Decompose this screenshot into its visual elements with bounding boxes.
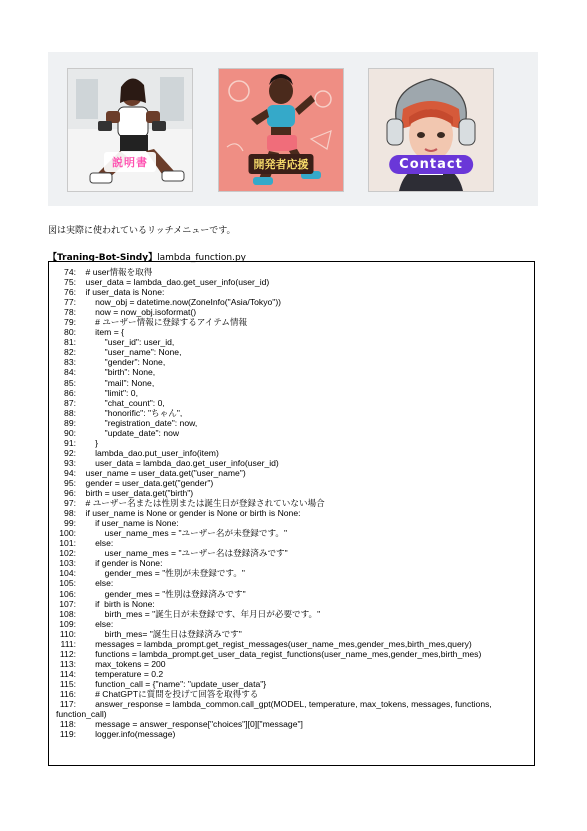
code-line <box>56 297 532 307</box>
code-line <box>56 599 532 609</box>
line-number: 115: <box>59 678 76 689</box>
code-text: else: <box>76 538 114 549</box>
code-line <box>56 277 532 287</box>
code-line <box>56 709 532 719</box>
code-text: now = now_obj.isoformat() <box>76 307 197 318</box>
line-number: 99: <box>64 518 76 529</box>
code-line <box>56 649 532 659</box>
code-line <box>56 418 532 428</box>
line-number: 118: <box>59 719 76 730</box>
line-number: 82: <box>64 347 76 358</box>
line-number: 86: <box>64 387 76 398</box>
code-text: user_name = user_data.get("user_name") <box>76 467 246 478</box>
code-text: "limit": 0, <box>76 387 138 398</box>
code-line <box>56 367 532 377</box>
code-line <box>56 639 532 649</box>
code-line <box>56 659 532 669</box>
code-line <box>56 327 532 337</box>
line-number: 90: <box>64 427 76 438</box>
code-text: item = { <box>76 327 124 338</box>
code-listing-box <box>48 261 535 766</box>
code-text: message = answer_response["choices"][0]["message"] <box>76 719 303 730</box>
code-text: function_call = {"name": "update_user_data"} <box>76 678 267 689</box>
code-text: gender = user_data.get("gender") <box>76 477 214 488</box>
code-text: else: <box>76 618 114 629</box>
line-number: 101: <box>59 538 76 549</box>
tile-label-manual: 説明書 <box>104 152 156 172</box>
code-line <box>56 468 532 478</box>
code-text: "mail": None, <box>76 377 155 388</box>
code-text: user_name_mes = "ユーザー名が未登録です。" <box>76 528 287 539</box>
code-text: } <box>76 437 98 448</box>
line-number: 117: <box>59 699 76 710</box>
line-number: 83: <box>64 357 76 368</box>
line-number: 100: <box>59 528 76 539</box>
line-number: 75: <box>64 277 76 288</box>
code-text: # ChatGPTに質問を投げて回答を取得する <box>76 688 259 699</box>
code-text: birth_mes = "誕生日が未登録です、年月日が必要です。" <box>76 608 321 619</box>
code-text: else: <box>76 578 114 589</box>
line-number: 92: <box>64 447 76 458</box>
line-number: 89: <box>64 417 76 428</box>
code-text: user_data = lambda_dao.get_user_info(user_id) <box>76 277 270 288</box>
code-text: if user_name is None or gender is None or birth is None: <box>76 508 301 519</box>
code-text: if user_data is None: <box>76 287 165 298</box>
code-line <box>56 478 532 488</box>
code-text: temperature = 0.2 <box>76 668 164 679</box>
code-line <box>56 548 532 558</box>
line-number: 84: <box>64 367 76 378</box>
code-text: user_name_mes = "ユーザー名は登録済みです" <box>76 548 288 559</box>
code-text: "gender": None, <box>76 357 166 368</box>
code-line <box>56 538 532 548</box>
code-text: logger.info(message) <box>76 729 176 740</box>
code-line <box>56 458 532 468</box>
code-line <box>56 528 532 538</box>
code-line <box>56 508 532 518</box>
line-number: 93: <box>64 457 76 468</box>
code-text: function_call) <box>56 709 107 720</box>
line-number: 78: <box>64 307 76 318</box>
code-text: now_obj = datetime.now(ZoneInfo("Asia/Tokyo")) <box>76 297 282 308</box>
line-number: 107: <box>59 598 76 609</box>
code-text: lambda_dao.put_user_info(item) <box>76 447 219 458</box>
line-number: 106: <box>59 588 76 599</box>
rich-menu-tile-manual <box>67 68 193 192</box>
code-line <box>56 699 532 709</box>
code-line <box>56 398 532 408</box>
line-number: 94: <box>64 467 76 478</box>
line-number: 96: <box>64 488 76 499</box>
project-name: 【Traning-Bot-Sindy】 <box>48 253 158 263</box>
line-number: 87: <box>64 397 76 408</box>
code-text: gender_mes = "性別が未登録です。" <box>76 568 245 579</box>
line-number: 98: <box>64 508 76 519</box>
code-text: # ユーザー名または性別または誕生日が登録されていない場合 <box>76 498 325 509</box>
line-number: 80: <box>64 327 76 338</box>
code-line <box>56 388 532 398</box>
tile-label-contact: Contact <box>389 155 473 174</box>
code-line <box>56 317 532 327</box>
code-line <box>56 498 532 508</box>
code-line <box>56 609 532 619</box>
code-text: user_data = lambda_dao.get_user_info(user_id) <box>76 457 279 468</box>
code-text: "update_date": now <box>76 427 180 438</box>
code-text: max_tokens = 200 <box>76 658 166 669</box>
code-text: answer_response = lambda_common.call_gpt(MODEL, temperature, max_tokens, messages, functions, <box>76 699 492 710</box>
code-line <box>56 357 532 367</box>
code-text: if birth is None: <box>76 598 155 609</box>
code-line <box>56 629 532 639</box>
line-number: 88: <box>64 407 76 418</box>
code-text: "registration_date": now, <box>76 417 198 428</box>
code-text: # user情報を取得 <box>76 267 153 277</box>
code-listing <box>56 267 532 739</box>
line-number: 113: <box>59 658 76 669</box>
code-line <box>56 448 532 458</box>
code-text: # ユーザー情報に登録するアイテム情報 <box>76 317 248 328</box>
line-number: 109: <box>59 618 76 629</box>
code-line <box>56 307 532 317</box>
code-line <box>56 408 532 418</box>
code-text: "birth": None, <box>76 367 156 378</box>
line-number: 85: <box>64 377 76 388</box>
line-number: 95: <box>64 477 76 488</box>
file-name: lambda_function.py <box>157 253 246 263</box>
line-number: 114: <box>59 668 76 679</box>
line-number: 91: <box>64 437 76 448</box>
line-number: 110: <box>59 628 76 639</box>
code-line <box>56 347 532 357</box>
line-number: 112: <box>59 648 76 659</box>
line-number: 76: <box>64 287 76 298</box>
code-line <box>56 267 532 277</box>
tile-label-developer-support: 開発者応援 <box>249 154 314 174</box>
code-line <box>56 578 532 588</box>
code-line <box>56 689 532 699</box>
figure-caption: 図は実際に使われているリッチメニューです。 <box>48 226 236 236</box>
code-text: if gender is None: <box>76 558 163 569</box>
line-number: 111: <box>60 638 76 649</box>
rich-menu-image <box>48 52 538 206</box>
line-number: 74: <box>64 267 76 277</box>
code-line <box>56 488 532 498</box>
rich-menu-tile-contact <box>368 68 494 192</box>
line-number: 105: <box>59 578 76 589</box>
code-line <box>56 589 532 599</box>
code-line <box>56 558 532 568</box>
line-number: 102: <box>59 548 76 559</box>
code-line <box>56 337 532 347</box>
code-line <box>56 438 532 448</box>
code-line <box>56 669 532 679</box>
code-text: birth = user_data.get("birth") <box>76 488 194 499</box>
code-text: "chat_count": 0, <box>76 397 165 408</box>
code-text: if user_name is None: <box>76 518 179 529</box>
line-number: 108: <box>59 608 76 619</box>
code-line <box>56 719 532 729</box>
code-text: "user_id": user_id, <box>76 337 175 348</box>
code-line <box>56 679 532 689</box>
code-text: gender_mes = "性別は登録済みです" <box>76 588 246 599</box>
code-line <box>56 619 532 629</box>
code-line <box>56 568 532 578</box>
rich-menu-tile-developer-support <box>218 68 344 192</box>
code-text: messages = lambda_prompt.get_regist_messages(user_name_mes,gender_mes,birth_mes,query) <box>76 638 472 649</box>
code-line <box>56 428 532 438</box>
line-number: 81: <box>64 337 76 348</box>
line-number: 104: <box>59 568 76 579</box>
line-number: 79: <box>64 317 76 328</box>
line-number: 97: <box>64 498 76 509</box>
line-number: 77: <box>64 297 76 308</box>
line-number: 116: <box>59 688 76 699</box>
code-line <box>56 518 532 528</box>
line-number: 103: <box>59 558 76 569</box>
line-number: 119: <box>59 729 76 740</box>
code-line <box>56 729 532 739</box>
code-text: functions = lambda_prompt.get_user_data_regist_functions(user_name_mes,gender_mes,birth_mes) <box>76 648 482 659</box>
code-text: "user_name": None, <box>76 347 182 358</box>
woman-athlete-illustration <box>68 69 192 191</box>
code-line <box>56 378 532 388</box>
code-text: birth_mes= "誕生日は登録済みです" <box>76 628 242 639</box>
code-line <box>56 287 532 297</box>
code-text: "honorific": "ちゃん", <box>76 407 183 418</box>
